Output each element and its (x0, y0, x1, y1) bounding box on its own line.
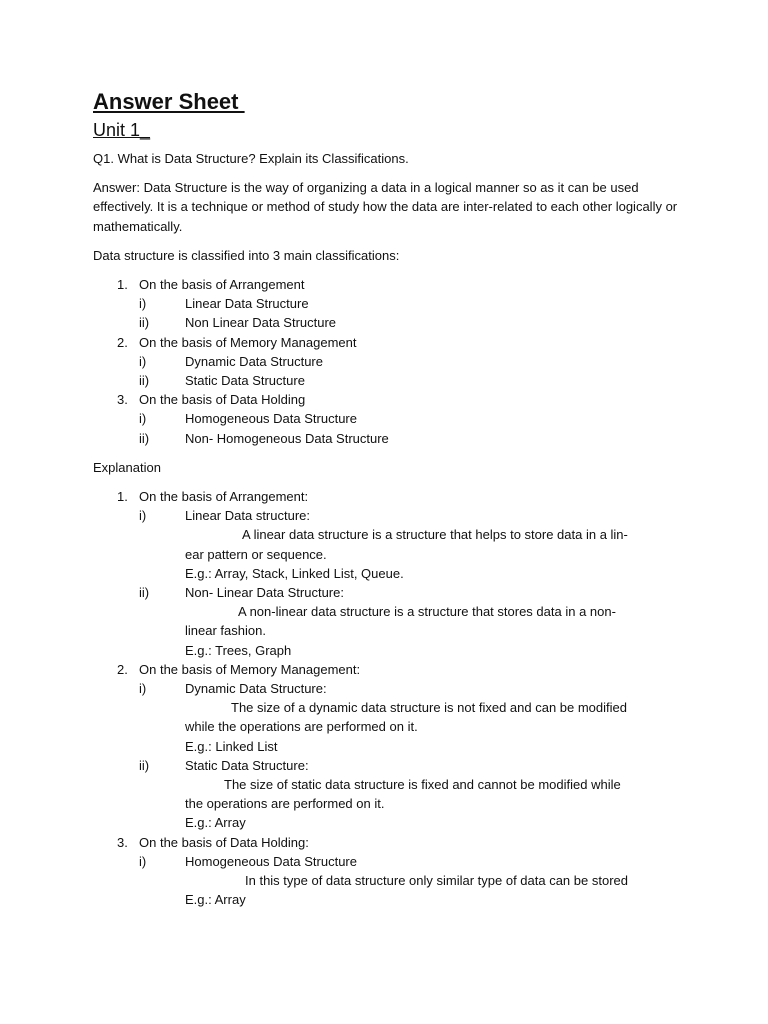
list-item-label: On the basis of Memory Management: (139, 661, 361, 677)
example-text: E.g.: Array (185, 815, 246, 831)
description-text (93, 698, 683, 736)
roman-numeral: i) (139, 353, 147, 369)
description-line: The size of static data structure is fixed and cannot be modified while (224, 776, 621, 792)
roman-numeral: i) (139, 508, 147, 524)
list-item-label: On the basis of Data Holding (139, 392, 306, 408)
explanation-list (93, 487, 683, 909)
sub-list-item (93, 852, 683, 871)
description-text (93, 602, 683, 640)
classification-summary-list (93, 275, 683, 448)
sub-list-item (93, 352, 683, 371)
list-item-label: On the basis of Arrangement: (139, 489, 309, 504)
sub-item-label: Dynamic Data Structure: (185, 680, 327, 696)
description-line: linear fashion. (185, 623, 266, 639)
description-text (93, 525, 683, 563)
sub-list-item (93, 679, 683, 698)
list-item (93, 487, 683, 506)
page-title: Answer Sheet (93, 89, 245, 114)
sub-item-label: Static Data Structure: (185, 757, 309, 773)
sub-item-label: Non- Linear Data Structure: (185, 584, 344, 600)
list-number: 3. (117, 392, 128, 408)
description-line: A linear data structure is a structure that helps to store data in a lin- (242, 527, 628, 543)
roman-numeral: i) (139, 411, 147, 427)
sub-list-item (93, 371, 683, 390)
sub-item-label: Linear Data Structure (185, 296, 309, 312)
sub-item-label: Non- Homogeneous Data Structure (185, 430, 389, 446)
sub-item-label: Static Data Structure (185, 373, 305, 388)
list-item (93, 390, 683, 409)
sub-list-item (93, 409, 683, 428)
explanation-heading: Explanation (93, 459, 161, 475)
sub-item-label: Dynamic Data Structure (185, 353, 323, 369)
roman-numeral: ii) (139, 430, 150, 446)
list-item-label: On the basis of Arrangement (139, 277, 305, 293)
sub-list-item (93, 583, 683, 602)
description-line: ear pattern or sequence. (185, 546, 327, 562)
list-item (93, 660, 683, 679)
list-number: 2. (117, 334, 128, 350)
list-number: 1. (117, 277, 128, 293)
sub-list-item (93, 429, 683, 448)
sub-list-item (93, 506, 683, 525)
example-text: E.g.: Array (185, 892, 246, 908)
list-item (93, 333, 683, 352)
description-line: In this type of data structure only similar type of data can be stored (245, 872, 628, 888)
description-line: the operations are performed on it. (185, 796, 385, 812)
list-number: 3. (117, 834, 128, 850)
sub-list-item (93, 294, 683, 313)
sub-item-label: Homogeneous Data Structure (185, 853, 357, 869)
description-text (93, 871, 683, 890)
list-item-label: On the basis of Memory Management (139, 334, 357, 350)
list-item-label: On the basis of Data Holding: (139, 834, 309, 850)
roman-numeral: i) (139, 680, 147, 696)
roman-numeral: i) (139, 853, 147, 869)
classification-intro: Data structure is classified into 3 main classifications: (93, 247, 400, 263)
list-item (93, 275, 683, 294)
document-page (93, 88, 683, 919)
example-text: E.g.: Trees, Graph (185, 642, 292, 658)
description-line: while the operations are performed on it. (185, 719, 418, 735)
description-line: The size of a dynamic data structure is not fixed and can be modified (231, 700, 627, 716)
description-line: A non-linear data structure is a structure that stores data in a non- (238, 604, 616, 620)
sub-list-item (93, 756, 683, 775)
roman-numeral: i) (139, 296, 147, 312)
list-number: 2. (117, 661, 128, 677)
example-text: E.g.: Linked List (185, 738, 278, 754)
sub-list-item (93, 313, 683, 332)
list-number: 1. (117, 489, 128, 504)
roman-numeral: ii) (139, 373, 150, 388)
sub-item-label: Linear Data structure: (185, 508, 311, 524)
list-item (93, 833, 683, 852)
sub-item-label: Non Linear Data Structure (185, 315, 337, 331)
roman-numeral: ii) (139, 315, 150, 331)
sub-item-label: Homogeneous Data Structure (185, 411, 357, 427)
unit-heading: Unit 1_ (93, 120, 151, 140)
question-text: Q1. What is Data Structure? Explain its Classifications. (93, 151, 409, 166)
roman-numeral: ii) (139, 757, 150, 773)
example-text: E.g.: Array, Stack, Linked List, Queue. (185, 565, 404, 581)
description-text (93, 775, 683, 813)
roman-numeral: ii) (139, 584, 150, 600)
answer-paragraph: Answer: Data Structure is the way of organizing a data in a logical manner so as it can be used effectively. It is a technique or method of study how the data are inter-related to each other logically or mathematically. (93, 180, 678, 234)
